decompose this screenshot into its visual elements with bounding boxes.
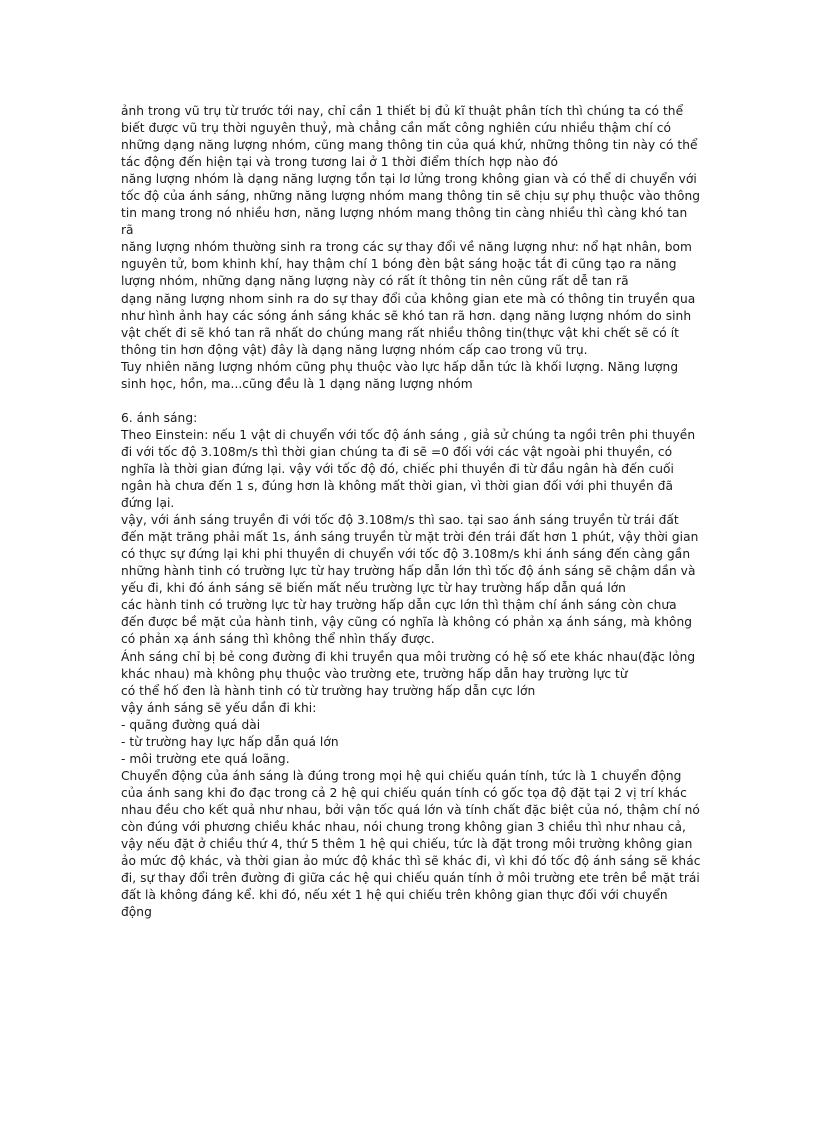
- paragraph: Ánh sáng chỉ bị bẻ cong đường đi khi truyền qua môi trường có hệ số ete khác nhau(đặc lỏng khác nhau) mà không phụ thuộc vào trường ete, trường hấp dẫn hay trường lực từ: [121, 649, 700, 681]
- paragraph: Chuyển động của ánh sáng là đúng trong mọi hệ qui chiếu quán tính, tức là 1 chuyển động của ánh sang khi đo đạc trong cả 2 hệ qui chiếu quán tính có gốc tọa độ đặt tại 2 vị trí khác nhau đều cho kết quả như nhau, bởi vận tốc quá lớn và tính chất đặc biệt của nó, thậm chí nó còn đúng với phương chiều khác nhau, nói chung trong không gian 3 chiều thì như nhau cả, vậy nếu đặt ở chiều thứ 4, thứ 5 thêm 1 hệ qui chiếu, tức là đặt trong môi trường không gian ảo mức độ khác, và thời gian ảo mức độ khác thì sẽ khác đi, vì khi đó tốc độ ánh sáng sẽ khác đi, sự thay đổi trên đường đi giữa các hệ qui chiếu quán tính ở môi trường ete trên bề mặt trái đất là không đáng kể. khi đó, nếu xét 1 hệ qui chiếu trên không gian thực đối với chuyển động: [121, 768, 705, 920]
- blank-line: [121, 393, 701, 410]
- paragraph: năng lượng nhóm là dạng năng lượng tồn tại lơ lửng trong không gian và có thể di chuyển với tốc độ của ánh sáng, những năng lượng nhóm mang thông tin sẽ chịu sự phụ thuộc vào thông tin mang trong nó nhiều hơn, năng lượng nhóm mang thông tin càng nhiều thì càng khó tan rã: [121, 172, 704, 238]
- list-item: - môi trường ete quá loãng.: [121, 751, 290, 766]
- document-page: [121, 103, 705, 921]
- paragraph: Tuy nhiên năng lượng nhóm cũng phụ thuộc vào lực hấp dẫn tức là khối lượng. Năng lượng sinh học, hồn, ma...cũng đều là 1 dạng năng lượng nhóm: [121, 359, 683, 391]
- paragraph: vậy, với ánh sáng truyền đi với tốc độ 3.108m/s thì sao. tại sao ánh sáng truyền từ trái đất đến mặt trăng phải mất 1s, ánh sáng truyền từ mặt trời đén trái đất hơn 1 phút, vậy thời gian có thực sự đứng lại khi phi thuyền di chuyển với tốc độ 3.108m/s khi ánh sáng đến càng gần những hành tinh có trường lực từ hay trường hấp dẫn lớn thì tốc độ ánh sáng sẽ chậm dần và yếu đi, khi đó ánh sáng sẽ biến mất nếu trường lực từ hay trường hấp dẫn quá lớn: [121, 513, 703, 596]
- paragraph: có thể hố đen là hành tinh có từ trường hay trường hấp dẫn cực lớn: [121, 683, 536, 698]
- list-item: - từ trường hay lực hấp dẫn quá lớn: [121, 734, 339, 749]
- paragraph: ảnh trong vũ trụ từ trước tới nay, chỉ cần 1 thiết bị đủ kĩ thuật phân tích thì chúng ta có thể biết được vũ trụ thời nguyên thuỷ, mà chẳng cần mất công nghiên cứu nhiều thậm chí có những dạng năng lượng nhóm, cũng mang thông tin của quá khứ, những thông tin này có thể tác động đến hiện tại và trong tương lai ở 1 thời điểm thích hợp nào đó: [121, 104, 702, 170]
- paragraph: dạng năng lượng nhom sinh ra do sự thay đổi của không gian ete mà có thông tin truyền qua như hình ảnh hay các sóng ánh sáng khác sẽ khó tan rã hơn. dạng năng lượng nhóm do sinh vật chết đi sẽ khó tan rã nhất do chúng mang rất nhiều thông tin(thực vật khi chết sẽ có ít thông tin hơn động vật) đây là dạng năng lượng nhóm cấp cao trong vũ trụ.: [121, 291, 700, 357]
- paragraph: vậy ánh sáng sẽ yếu dần đi khi:: [121, 700, 317, 715]
- list-item: - quãng đường quá dài: [121, 717, 261, 732]
- paragraph: năng lượng nhóm thường sinh ra trong các sự thay đổi về năng lượng như: nổ hạt nhân, bom nguyên tử, bom khinh khí, hay thậm chí 1 bóng đèn bật sáng hoặc tắt đi cũng tạo ra năng lượng nhóm, những dạng năng lượng này có rất ít thông tin nên cũng rất dễ tan rã: [121, 240, 696, 289]
- paragraph: các hành tinh có trường lực từ hay trường hấp dẫn cực lớn thì thậm chí ánh sáng còn chưa đến được bề mặt của hành tinh, vậy cũng có nghĩa là không có phản xạ ánh sáng, mà không có phản xạ ánh sáng thì không thể nhìn thấy được.: [121, 598, 696, 647]
- section-heading: 6. ánh sáng:: [121, 410, 198, 425]
- paragraph: Theo Einstein: nếu 1 vật di chuyển với tốc độ ánh sáng , giả sử chúng ta ngồi trên phi thuyền đi với tốc độ 3.108m/s thì thời gian chúng ta đi sẽ =0 đối với các vật ngoài phi thuyền, có nghĩa là thời gian đứng lại. vậy với tốc độ đó, chiếc phi thuyền đi từ đầu ngân hà đến cuối ngân hà chưa đến 1 s, đúng hơn là không mất thời gian, vì thời gian đối với phi thuyền đã đứng lại.: [121, 427, 700, 511]
